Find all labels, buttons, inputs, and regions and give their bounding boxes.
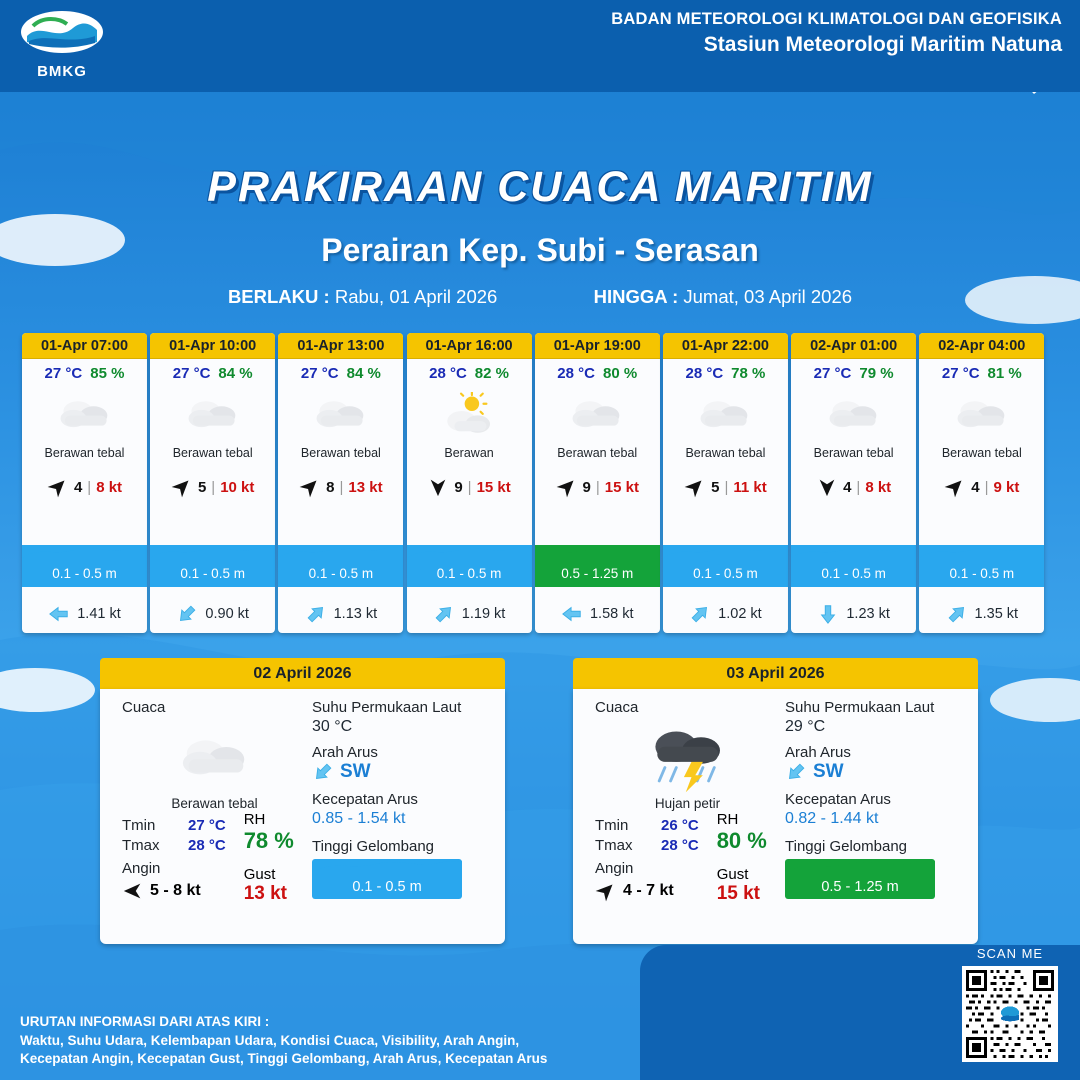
sst-value: 29 °C	[785, 718, 826, 735]
wind-direction-arrow-ne	[42, 471, 73, 502]
wave-height: 0.1 - 0.5 m	[436, 566, 502, 581]
legend-note-title: URUTAN INFORMASI DARI ATAS KIRI :	[20, 1014, 270, 1030]
wave-crest-shape	[663, 544, 788, 558]
hourly-forecast-card	[22, 333, 147, 633]
wind-speed: 15 kt	[476, 478, 511, 496]
rh-label: RH	[716, 811, 739, 828]
page-header	[0, 0, 1080, 92]
valid-to-value: Jumat, 03 April 2026	[683, 286, 853, 307]
weather-label: Cuaca	[122, 699, 166, 716]
wind-direction-arrow-s	[427, 476, 449, 498]
current-row	[22, 603, 147, 625]
weather-condition: Berawan tebal	[300, 446, 381, 460]
validity-period	[0, 286, 1080, 308]
wave-height: 0.1 - 0.5 m	[180, 566, 245, 581]
wave-height: 0.1 - 0.5 m	[821, 566, 886, 581]
wind-scale: 9	[454, 478, 463, 496]
current-direction-arrow-ne	[941, 598, 972, 629]
wind-value: 4 - 7 kt	[623, 882, 674, 899]
current-row	[407, 603, 532, 625]
forecast-time: 02-Apr 01:00	[791, 333, 916, 359]
current-direction-arrow-ne	[300, 598, 331, 629]
legend-note-line2: Kecepatan Angin, Kecepatan Gust, Tinggi Gelombang, Arah Arus, Kecepatan Arus	[20, 1050, 548, 1066]
bmkg-logo-mark	[19, 8, 105, 56]
wave-height-banner	[312, 859, 462, 899]
wind-row: 4 | 8 kt	[791, 476, 916, 498]
wave-height-banner	[150, 545, 275, 587]
hourly-forecast-card	[919, 333, 1044, 633]
tmax-value: 28 °C	[661, 837, 699, 854]
current-direction-arrow-ne	[685, 598, 716, 629]
wind-scale: 4	[843, 478, 852, 496]
sst-label: Suhu Permukaan Laut	[312, 699, 462, 716]
weather-icon-cloudy	[825, 394, 883, 436]
bmkg-logo-text: BMKG	[37, 63, 87, 80]
sst-value: 30 °C	[312, 718, 353, 735]
wind-scale: 4	[73, 478, 83, 496]
current-direction-arrow-sw	[172, 598, 203, 629]
hourly-forecast-card	[791, 333, 916, 633]
weather-condition: Berawan tebal	[557, 446, 638, 460]
daily-forecast-panel-1	[100, 658, 505, 944]
valid-from-value: Rabu, 01 April 2026	[334, 286, 498, 307]
legend-note	[20, 1013, 547, 1068]
wind-row: 5 | 11 kt	[663, 476, 788, 498]
forecast-time: 01-Apr 07:00	[22, 333, 147, 359]
temp-humidity-row	[407, 359, 532, 382]
current-row	[535, 603, 660, 625]
weather-icon	[278, 384, 403, 446]
temp-humidity-row	[278, 359, 403, 382]
wave-height-label: Tinggi Gelombang	[785, 838, 908, 855]
agency-titles	[611, 10, 1062, 57]
rh-label: RH	[243, 811, 266, 828]
qr-code-svg	[966, 970, 1054, 1058]
wind-speed: 8 kt	[865, 478, 892, 496]
wave-height-banner	[785, 859, 935, 899]
wave-crest-shape	[150, 544, 275, 558]
weather-icon	[535, 384, 660, 446]
air-temperature: 28 °C	[557, 365, 595, 382]
forecast-time: 01-Apr 16:00	[407, 333, 532, 359]
wave-height-banner	[535, 545, 660, 587]
wave-height-banner	[22, 545, 147, 587]
page-subtitle: Perairan Kep. Subi - Serasan	[321, 232, 759, 268]
current-row	[278, 603, 403, 625]
weather-icon-cloudy	[312, 394, 370, 436]
weather-condition: Berawan tebal	[44, 446, 125, 460]
wind-row: 4 | 8 kt	[22, 476, 147, 498]
current-row	[919, 603, 1044, 625]
weather-icon	[791, 384, 916, 446]
forecast-time: 01-Apr 10:00	[150, 333, 275, 359]
current-direction-value: SW	[340, 761, 371, 782]
tmin-label: Tmin	[595, 817, 629, 834]
humidity-gust-block	[244, 811, 294, 905]
gust-label: Gust	[716, 866, 749, 883]
wind-row: 4 | 9 kt	[919, 476, 1044, 498]
bmkg-logo	[14, 8, 110, 80]
current-speed: 0.90 kt	[205, 606, 249, 622]
wind-speed: 10 kt	[220, 478, 255, 496]
daily-left-column	[122, 699, 307, 905]
temp-humidity-row	[22, 359, 147, 382]
current-speed: 1.41 kt	[77, 606, 121, 622]
current-direction-value-row	[785, 761, 975, 783]
current-speed: 1.23 kt	[846, 606, 890, 622]
qr-code-block[interactable]	[962, 946, 1058, 1062]
weather-icon-cloudy	[56, 394, 114, 436]
wind-row: 9 | 15 kt	[407, 476, 532, 498]
current-direction-arrow-w	[561, 603, 583, 625]
weather-condition: Berawan tebal	[172, 446, 253, 460]
weather-icon	[663, 384, 788, 446]
weather-icon-cloudy	[953, 394, 1011, 436]
page-title: PRAKIRAAN CUACA MARITIM	[207, 163, 873, 211]
current-speed: 1.35 kt	[974, 606, 1019, 622]
wave-crest-shape	[407, 544, 532, 558]
wave-height: 0.1 - 0.5 m	[693, 566, 758, 581]
wind-value-row	[122, 880, 226, 902]
temperature-table	[595, 817, 699, 905]
wind-direction-arrow-s	[816, 476, 838, 498]
wind-scale: 8	[326, 478, 335, 496]
relative-humidity: 85 %	[90, 365, 125, 382]
weather-icon	[919, 384, 1044, 446]
wind-direction-arrow-ne	[551, 471, 582, 502]
wind-value-row	[595, 880, 699, 902]
temp-humidity-row	[919, 359, 1044, 382]
wave-crest-shape	[791, 544, 916, 558]
forecast-time: 01-Apr 22:00	[663, 333, 788, 359]
weather-icon	[150, 384, 275, 446]
daily-date: 02 April 2026	[100, 658, 505, 689]
wave-height-banner	[663, 545, 788, 587]
hourly-forecast-card	[407, 333, 532, 633]
air-temperature: 27 °C	[813, 365, 852, 382]
relative-humidity: 82 %	[474, 365, 509, 382]
station-name: Stasiun Meteorologi Maritim Natuna	[703, 33, 1062, 56]
relative-humidity: 78 %	[731, 365, 766, 382]
current-row	[791, 603, 916, 625]
weather-icon	[22, 384, 147, 446]
air-temperature: 28 °C	[429, 365, 467, 382]
current-direction-arrow-sw	[307, 756, 338, 787]
forecast-time: 01-Apr 13:00	[278, 333, 403, 359]
gust-value: 13 kt	[243, 883, 287, 904]
gust-label: Gust	[243, 866, 276, 883]
wave-crest-shape	[22, 544, 147, 558]
wind-scale: 9	[582, 478, 591, 496]
wave-height-value: 0.1 - 0.5 m	[352, 879, 422, 895]
scan-me-label: SCAN ME	[976, 946, 1044, 961]
current-direction-arrow-s	[817, 603, 839, 625]
wind-speed: 8 kt	[96, 478, 123, 496]
wind-direction-arrow-ne	[166, 471, 197, 502]
tmax-label: Tmax	[595, 837, 633, 854]
wave-crest-shape	[919, 544, 1044, 558]
wave-height-value: 0.5 - 1.25 m	[821, 879, 899, 895]
temperature-table	[122, 817, 226, 905]
weather-condition: Hujan petir	[654, 796, 721, 811]
weather-icon-cloudy	[696, 394, 754, 436]
qr-code-image[interactable]	[962, 966, 1058, 1062]
current-speed-label: Kecepatan Arus	[312, 791, 418, 808]
weather-icon	[122, 722, 307, 794]
gust-value: 15 kt	[716, 883, 760, 904]
weather-icon-cloudy	[184, 394, 242, 436]
weather-icon	[595, 722, 780, 794]
forecast-time: 02-Apr 04:00	[919, 333, 1044, 359]
wind-speed: 13 kt	[348, 478, 383, 496]
hourly-forecast-row	[22, 333, 1062, 633]
rh-value: 78 %	[243, 828, 294, 853]
wind-row: 5 | 10 kt	[150, 476, 275, 498]
hourly-forecast-card	[278, 333, 403, 633]
current-direction-label: Arah Arus	[312, 744, 378, 761]
wave-crest-shape	[535, 544, 660, 558]
air-temperature: 27 °C	[941, 365, 980, 382]
weather-condition: Berawan	[444, 446, 494, 460]
wave-crest-shape	[312, 859, 462, 872]
wind-direction-arrow-ne	[590, 875, 621, 906]
wind-scale: 5	[711, 478, 720, 496]
wind-scale: 5	[197, 478, 207, 496]
current-speed: 1.58 kt	[589, 606, 634, 622]
current-row	[663, 603, 788, 625]
current-direction-label: Arah Arus	[785, 744, 851, 761]
temp-humidity-row	[150, 359, 275, 382]
current-direction-arrow-w	[48, 603, 70, 625]
air-temperature: 27 °C	[44, 365, 83, 382]
daily-left-column	[595, 699, 780, 905]
air-temperature: 27 °C	[172, 365, 211, 382]
current-direction-value-row	[312, 761, 502, 783]
weather-icon-partly-cloudy	[440, 392, 498, 437]
agency-name: BADAN METEOROLOGI KLIMATOLOGI DAN GEOFISIKA	[611, 10, 1062, 28]
wave-height-banner	[278, 545, 403, 587]
relative-humidity: 84 %	[346, 365, 381, 382]
wind-label: Angin	[122, 860, 161, 877]
current-speed-value: 0.85 - 1.54 kt	[312, 810, 406, 827]
wind-direction-arrow-ne	[295, 471, 326, 502]
daily-right-column	[312, 699, 502, 899]
humidity-gust-block	[717, 811, 767, 905]
wind-row: 8 | 13 kt	[278, 476, 403, 498]
air-temperature: 27 °C	[300, 365, 339, 382]
temp-humidity-row	[791, 359, 916, 382]
wave-height: 0.1 - 0.5 m	[949, 566, 1015, 581]
current-direction-value: SW	[813, 761, 844, 782]
rh-value: 80 %	[716, 828, 767, 853]
wave-height-banner	[407, 545, 532, 587]
temp-humidity-row	[663, 359, 788, 382]
current-speed-value: 0.82 - 1.44 kt	[785, 810, 879, 827]
wave-height-label: Tinggi Gelombang	[312, 838, 435, 855]
weather-condition: Berawan tebal	[941, 446, 1022, 460]
wave-height: 0.1 - 0.5 m	[308, 566, 374, 581]
wind-speed: 9 kt	[993, 478, 1020, 496]
tmax-label: Tmax	[122, 837, 160, 854]
weather-condition: Berawan tebal	[685, 446, 766, 460]
wave-height: 0.5 - 1.25 m	[561, 566, 634, 581]
wind-label: Angin	[595, 860, 634, 877]
weather-icon-cloudy	[568, 394, 626, 436]
current-speed: 1.19 kt	[461, 606, 506, 622]
wave-height-banner	[791, 545, 916, 587]
daily-forecast-panel-2	[573, 658, 978, 944]
hourly-forecast-card	[535, 333, 660, 633]
current-speed: 1.02 kt	[718, 606, 762, 622]
relative-humidity: 79 %	[859, 365, 894, 382]
weather-condition: Berawan tebal	[813, 446, 894, 460]
hourly-forecast-card	[150, 333, 275, 633]
temp-humidity-row	[535, 359, 660, 382]
relative-humidity: 80 %	[602, 365, 638, 382]
tmin-value: 26 °C	[661, 817, 699, 834]
weather-icon-cloudy	[177, 731, 253, 786]
hourly-forecast-card	[663, 333, 788, 633]
wind-scale: 4	[971, 478, 980, 496]
wave-height: 0.1 - 0.5 m	[52, 566, 117, 581]
current-speed-label: Kecepatan Arus	[785, 791, 891, 808]
valid-to-label: HINGGA :	[593, 286, 679, 307]
wave-crest-shape	[785, 859, 935, 872]
wave-crest-shape	[278, 544, 403, 558]
current-direction-arrow-ne	[428, 598, 459, 629]
current-speed: 1.13 kt	[333, 606, 378, 622]
weather-label: Cuaca	[595, 699, 639, 716]
weather-icon-thunderstorm	[644, 722, 731, 794]
forecast-time: 01-Apr 19:00	[535, 333, 660, 359]
wind-row: 9 | 15 kt	[535, 476, 660, 498]
current-direction-arrow-sw	[780, 756, 811, 787]
tmin-label: Tmin	[122, 817, 156, 834]
wind-speed: 11 kt	[733, 478, 767, 496]
daily-body	[573, 689, 978, 944]
wind-direction-arrow-ne	[940, 471, 971, 502]
valid-from-label: BERLAKU :	[227, 286, 330, 307]
wave-height-banner	[919, 545, 1044, 587]
weather-condition: Berawan tebal	[171, 796, 258, 811]
daily-body	[100, 689, 505, 944]
tmax-value: 28 °C	[188, 837, 226, 854]
relative-humidity: 81 %	[987, 365, 1022, 382]
legend-note-line1: Waktu, Suhu Udara, Kelembapan Udara, Kondisi Cuaca, Visibility, Arah Angin,	[20, 1032, 520, 1048]
current-row	[150, 603, 275, 625]
sst-label: Suhu Permukaan Laut	[785, 699, 935, 716]
relative-humidity: 84 %	[218, 365, 253, 382]
wind-speed: 15 kt	[604, 478, 639, 496]
tmin-value: 27 °C	[188, 817, 226, 834]
air-temperature: 28 °C	[685, 365, 724, 382]
wind-direction-arrow-ne	[680, 471, 711, 502]
wind-value: 5 - 8 kt	[150, 882, 201, 899]
daily-right-column	[785, 699, 975, 899]
wind-direction-arrow-w	[122, 880, 144, 902]
weather-icon	[407, 384, 532, 446]
daily-date: 03 April 2026	[573, 658, 978, 689]
